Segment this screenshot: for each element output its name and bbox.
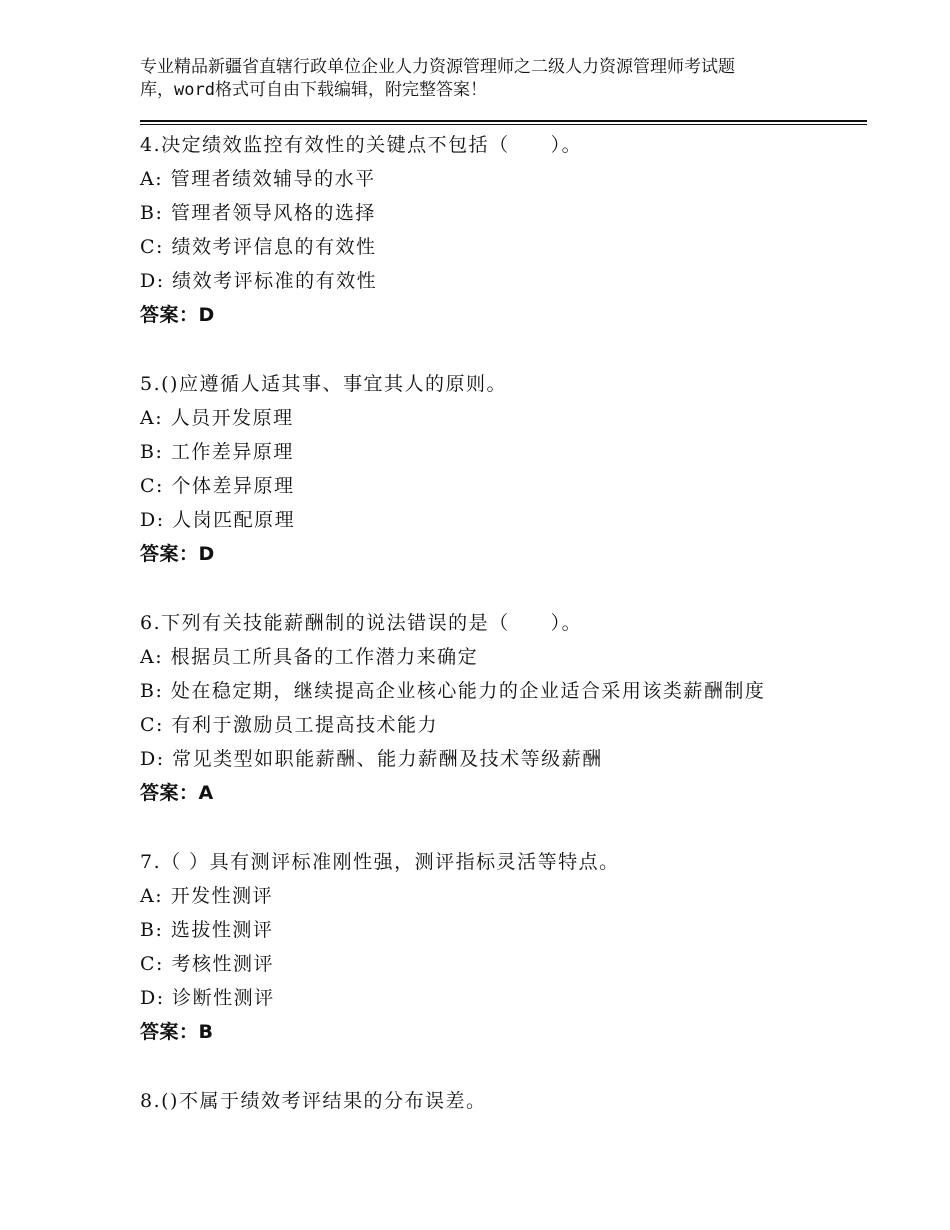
option-a: A: 人员开发原理	[140, 407, 294, 429]
option-d: D: 常见类型如职能薪酬、能力薪酬及技术等级薪酬	[140, 748, 603, 770]
answer: 答案：A	[140, 782, 214, 804]
spacer	[140, 1049, 867, 1084]
option-b: B: 工作差异原理	[140, 441, 294, 463]
header-divider-thin	[140, 124, 867, 125]
document-header	[140, 56, 840, 102]
answer: 答案：B	[140, 1021, 214, 1043]
header-line-2: 库，word格式可自由下载编辑，附完整答案！	[140, 80, 487, 100]
question-stem: 5.()应遵循人适其事、事宜其人的原则。	[140, 373, 507, 395]
option-b: B: 选拔性测评	[140, 919, 274, 941]
question-7	[140, 845, 867, 1049]
question-8	[140, 1084, 867, 1118]
option-d: D: 绩效考评标准的有效性	[140, 270, 378, 292]
option-c: C: 绩效考评信息的有效性	[140, 236, 377, 258]
question-stem: 7.（ ）具有测评标准刚性强，测评指标灵活等特点。	[140, 851, 620, 873]
answer: 答案：D	[140, 304, 215, 326]
option-c: C: 有利于激励员工提高技术能力	[140, 714, 438, 736]
option-a: A: 开发性测评	[140, 885, 274, 907]
option-a: A: 根据员工所具备的工作潜力来确定	[140, 646, 479, 668]
option-d: D: 诊断性测评	[140, 987, 275, 1009]
question-4	[140, 128, 867, 332]
question-stem: 8.()不属于绩效考评结果的分布误差。	[140, 1090, 487, 1112]
spacer	[140, 571, 867, 606]
question-stem: 4.决定绩效监控有效性的关键点不包括（ ）。	[140, 134, 583, 156]
option-b: B: 管理者领导风格的选择	[140, 202, 376, 224]
question-5	[140, 367, 867, 571]
question-6	[140, 606, 867, 810]
question-list	[140, 128, 867, 1118]
option-d: D: 人岗匹配原理	[140, 509, 296, 531]
question-stem: 6.下列有关技能薪酬制的说法错误的是（ ）。	[140, 612, 583, 634]
spacer	[140, 332, 867, 367]
header-line-1: 专业精品新疆省直辖行政单位企业人力资源管理师之二级人力资源管理师考试题	[140, 57, 735, 77]
option-c: C: 个体差异原理	[140, 475, 295, 497]
option-a: A: 管理者绩效辅导的水平	[140, 168, 376, 190]
answer: 答案：D	[140, 543, 215, 565]
header-divider-thick	[140, 120, 867, 122]
option-b: B: 处在稳定期，继续提高企业核心能力的企业适合采用该类薪酬制度	[140, 680, 766, 702]
option-c: C: 考核性测评	[140, 953, 274, 975]
spacer	[140, 810, 867, 845]
